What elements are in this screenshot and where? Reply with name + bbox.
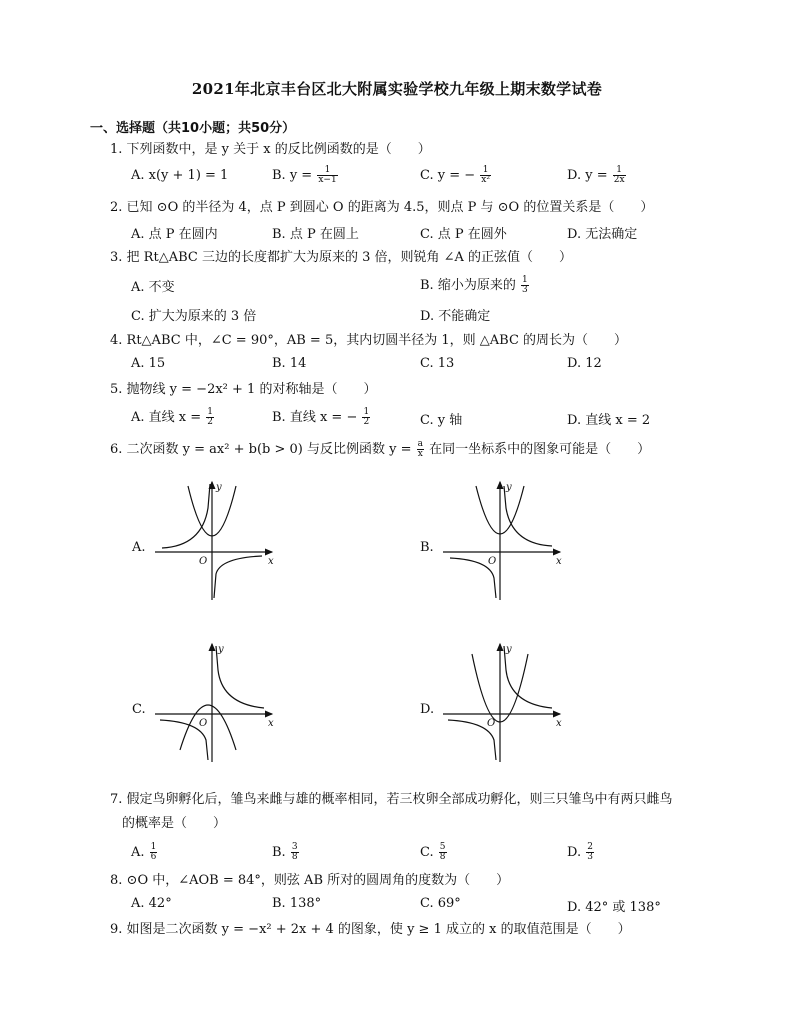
- option-a: A. 15: [131, 356, 166, 371]
- option-c: C. 13: [420, 356, 455, 371]
- question-2: [110, 199, 670, 217]
- option-d: D. 不能确定: [420, 309, 491, 324]
- option-b: B. y = $\frac{1}{x-1}$: [272, 165, 337, 185]
- fraction: $\frac{5}{8}$: [439, 842, 446, 862]
- x-label: x: [268, 556, 274, 567]
- fraction: $\frac{a}{x}$: [417, 439, 423, 459]
- graph-c-label: C.: [132, 702, 146, 717]
- option-a: A. x(y + 1) = 1: [131, 168, 229, 183]
- option-d: D. 12: [567, 356, 602, 371]
- graph-b: [438, 478, 568, 603]
- question-stem: 已知 ⊙O 的半径为 4，点 P 到圆心 O 的距离为 4.5，则点 P 与 ⊙O 的位置关系是（ ）: [126, 200, 654, 215]
- origin-label: O: [199, 718, 208, 729]
- question-7-cont: 的概率是（ ）: [122, 816, 227, 831]
- option-d: D. 42° 或 138°: [567, 900, 661, 915]
- option-c: C. $\frac{5}{8}$: [420, 842, 446, 862]
- option-d: D. 无法确定: [567, 227, 638, 242]
- question-stem: 二次函数 y = ax² + b(b > 0) 与反比例函数 y =: [126, 442, 412, 457]
- question-number: 6.: [110, 442, 123, 457]
- origin-label: O: [487, 718, 496, 729]
- y-label: y: [506, 482, 512, 493]
- hyperbola-branch: [214, 556, 262, 598]
- question-number: 4.: [110, 333, 123, 348]
- option-a: A. 不变: [131, 280, 175, 295]
- question-number: 5.: [110, 382, 123, 397]
- graph-a: [150, 478, 280, 603]
- graph-d-label: D.: [420, 702, 435, 717]
- option-b: B. 138°: [272, 896, 322, 911]
- option-a: A. 点 P 在圆内: [131, 227, 218, 242]
- x-label: x: [556, 556, 562, 567]
- question-stem: 下列函数中，是 y 关于 x 的反比例函数的是（ ）: [126, 142, 431, 157]
- question-1: [110, 141, 670, 159]
- parabola: [180, 705, 236, 750]
- question-stem: 如图是二次函数 y = −x² + 2x + 4 的图象，使 y ≥ 1 成立的 x 的取值范围是（ ）: [126, 922, 631, 937]
- question-3: [110, 249, 670, 267]
- option-d: D. $\frac{2}{3}$: [567, 842, 593, 862]
- question-stem-cont: 在同一坐标系中的图象可能是（ ）: [429, 442, 651, 457]
- question-stem: 把 Rt△ABC 三边的长度都扩大为原来的 3 倍，则锐角 ∠A 的正弦值（ ）: [126, 250, 573, 265]
- option-c: C. y 轴: [420, 413, 463, 428]
- option-d: D. 直线 x = 2: [567, 413, 651, 428]
- fraction: $\frac{1}{2x}$: [613, 165, 625, 185]
- fraction: $\frac{1}{2}$: [363, 407, 370, 427]
- option-b: B. 14: [272, 356, 307, 371]
- question-8: [110, 872, 670, 890]
- question-4: [110, 332, 670, 350]
- question-7: [110, 791, 673, 809]
- page-title: 2021年北京丰台区北大附属实验学校九年级上期末数学试卷: [191, 80, 603, 98]
- question-number: 1.: [110, 142, 123, 157]
- graph-a-label: A.: [132, 540, 146, 555]
- question-stem: 假定鸟卵孵化后，雏鸟来雌与雄的概率相同，若三枚卵全部成功孵化，则三只雏鸟中有两只雌鸟: [126, 792, 673, 807]
- y-label: y: [506, 644, 512, 655]
- graph-b-label: B.: [420, 540, 434, 555]
- option-b: B. 缩小为原来的 $\frac{1}{3}$: [420, 275, 528, 295]
- origin-label: O: [488, 556, 497, 567]
- fraction: $\frac{1}{\text{x²}}$: [481, 165, 490, 185]
- hyperbola-branch: [504, 486, 552, 546]
- question-5: [110, 381, 670, 399]
- option-c: C. 点 P 在圆外: [420, 227, 507, 242]
- hyperbola-branch: [216, 646, 264, 708]
- option-b: B. 点 P 在圆上: [272, 227, 359, 242]
- fraction: $\frac{1}{x-1}$: [318, 165, 337, 185]
- option-a: A. 42°: [131, 896, 172, 911]
- option-a: A. 直线 x = $\frac{1}{2}$: [131, 407, 214, 427]
- question-6: [110, 440, 670, 459]
- fraction: $\frac{2}{3}$: [587, 842, 593, 862]
- question-stem: Rt△ABC 中，∠C = 90°，AB = 5，其内切圆半径为 1，则 △ABC 的周长为（ ）: [126, 333, 628, 348]
- option-c: C. 69°: [420, 896, 461, 911]
- option-b: B. $\frac{3}{8}$: [272, 842, 298, 862]
- graph-d: [438, 640, 568, 765]
- hyperbola-branch: [162, 484, 210, 548]
- section-heading: 一、选择题（共10小题；共50分）: [90, 121, 296, 136]
- fraction: $\frac{1}{6}$: [150, 842, 157, 862]
- question-stem: 抛物线 y = −2x² + 1 的对称轴是（ ）: [126, 382, 377, 397]
- option-c: C. y = − $\frac{1}{\text{x²}}$: [420, 165, 490, 185]
- question-number: 7.: [110, 792, 123, 807]
- fraction: $\frac{1}{2}$: [207, 407, 214, 427]
- x-label: x: [268, 718, 274, 729]
- question-number: 9.: [110, 922, 123, 937]
- fraction: $\frac{1}{3}$: [521, 275, 528, 295]
- question-number: 8.: [110, 873, 123, 888]
- fraction: $\frac{3}{8}$: [291, 842, 298, 862]
- option-d: D. y = $\frac{1}{2x}$: [567, 165, 625, 185]
- question-number: 3.: [110, 250, 123, 265]
- y-label: y: [218, 644, 224, 655]
- option-b: B. 直线 x = − $\frac{1}{2}$: [272, 407, 370, 427]
- option-c: C. 扩大为原来的 3 倍: [131, 309, 257, 324]
- origin-label: O: [199, 556, 208, 567]
- x-label: x: [556, 718, 562, 729]
- question-stem: ⊙O 中，∠AOB = 84°，则弦 AB 所对的圆周角的度数为（ ）: [126, 873, 510, 888]
- y-label: y: [216, 482, 222, 493]
- question-number: 2.: [110, 200, 123, 215]
- graph-c: [150, 640, 280, 765]
- option-a: A. $\frac{1}{6}$: [131, 842, 157, 862]
- question-9: [110, 921, 670, 939]
